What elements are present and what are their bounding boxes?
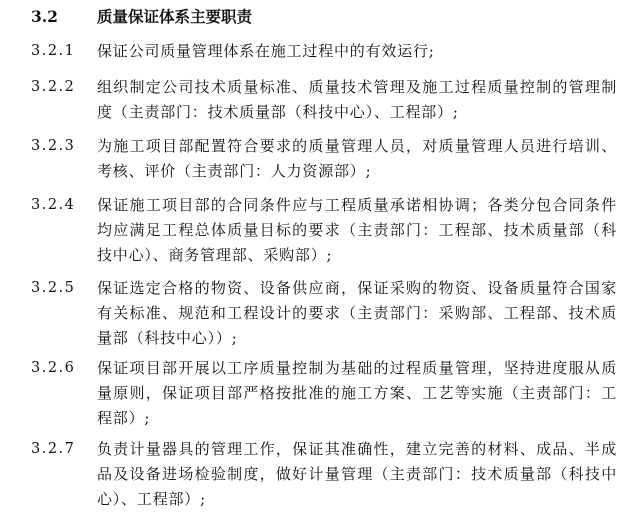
clause-text: 保证项目部开展以工序质量控制为基础的过程质量管理，坚持进度服从质量原则，保证项目部严格按批准的施工方案、工艺等实施（主责部门：工程部）;: [97, 359, 617, 427]
section-heading: [31, 6, 252, 28]
clause-text: 保证施工项目部的合同条件应与工程质量承诺相协调；各类分包合同条件均应满足工程总体质量目标的要求（主责部门：工程部、技术质量部（科技中心）、商务管理部、采购部）;: [97, 196, 617, 264]
clause-text: 保证选定合格的物资、设备供应商，保证采购的物资、设备质量符合国家有关标准、规范和工程设计的要求（主责部门：采购部、工程部、技术质量部（科技中心））;: [97, 279, 617, 347]
section-title: 质量保证体系主要职责: [97, 7, 253, 26]
clause-text: 负责计量器具的管理工作，保证其准确性，建立完善的材料、成品、半成品及设备进场检验制度，做好计量管理（主责部门：技术质量部（科技中心）、工程部）;: [97, 440, 617, 508]
clause-text: 为施工项目部配置符合要求的质量管理人员，对质量管理人员进行培训、考核、评价（主责部门：人力资源部）;: [97, 137, 617, 180]
section-number: 3.2: [31, 7, 58, 26]
clause-number: 3.2.6: [31, 360, 76, 376]
clause-text: 组织制定公司技术质量标准、质量技术管理及施工过程质量控制的管理制度（主责部门：技术质量部（科技中心）、工程部）;: [97, 78, 617, 121]
clause-number: 3.2.3: [31, 138, 76, 154]
clause-text: 保证公司质量管理体系在施工过程中的有效运行;: [97, 42, 435, 60]
clause-number: 3.2.4: [31, 197, 76, 213]
clause-number: 3.2.7: [31, 441, 76, 457]
clause-number: 3.2.1: [31, 43, 76, 59]
clause-number: 3.2.5: [31, 280, 76, 296]
clause-number: 3.2.2: [31, 79, 76, 95]
